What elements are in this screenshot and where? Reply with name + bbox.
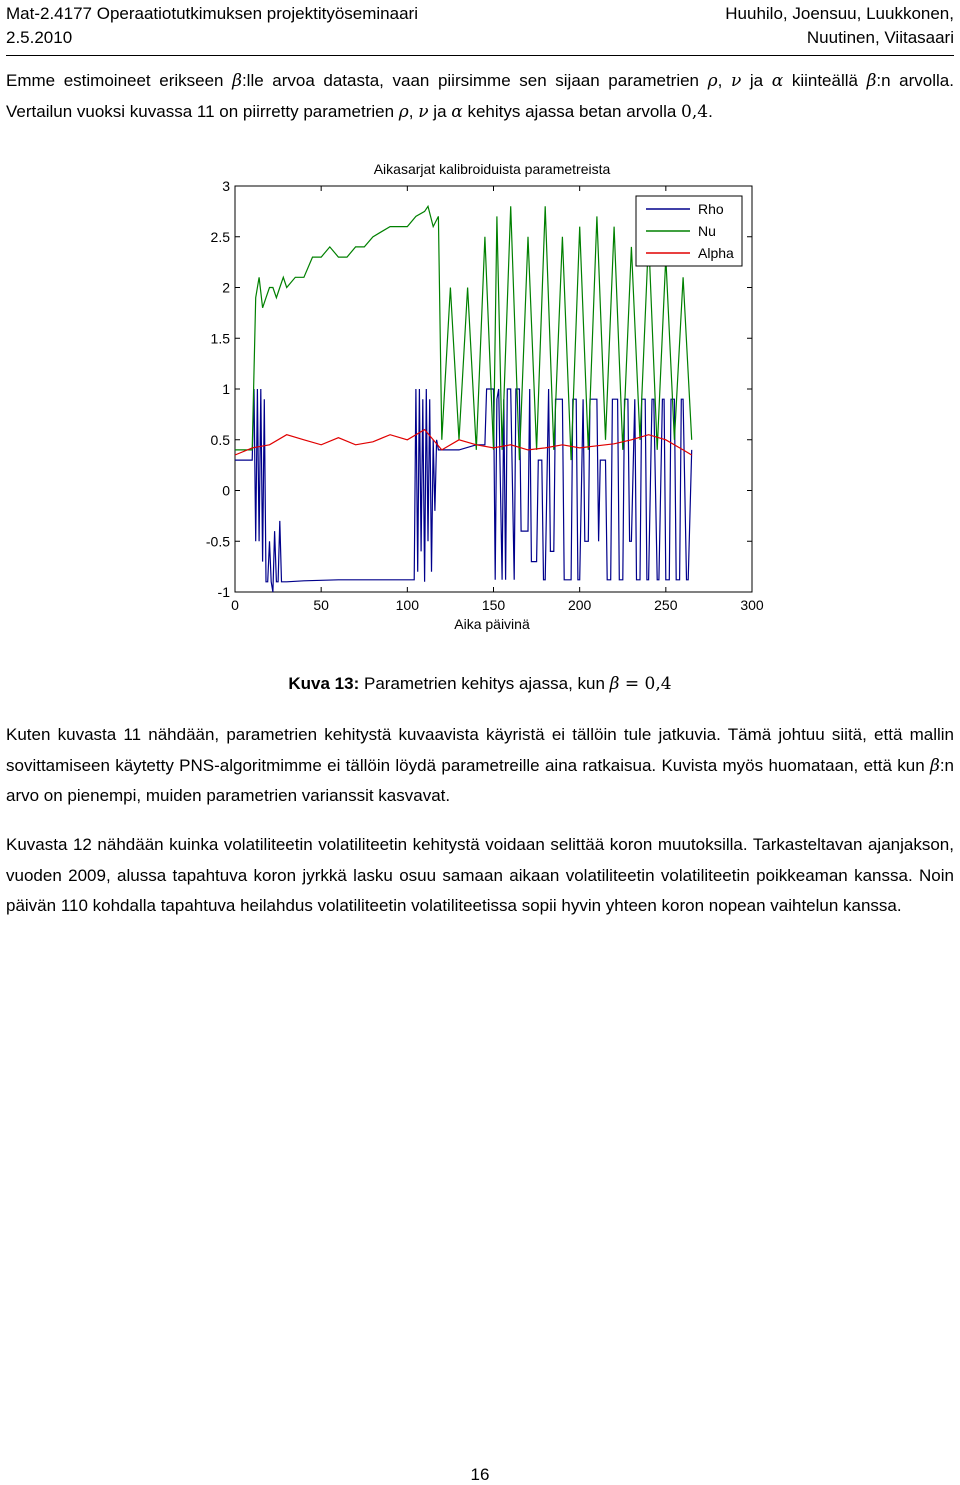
beta-symbol: β [609,674,620,694]
separator: , [408,101,419,121]
y-tick-label: 2 [222,279,230,296]
x-tick-label: 200 [567,597,592,613]
x-tick-label: 150 [481,597,506,613]
alpha-symbol: α [451,101,463,122]
beta-symbol: β [232,71,242,91]
x-axis-label: Aika päivinä [454,616,530,632]
nu-symbol: ν [418,101,429,122]
legend [636,196,742,266]
caption-equation: = 0,4 [619,674,672,694]
intro-text-5: :n arvolla. Vertailun vuoksi kuvassa 11 on piirretty parametrien [6,71,954,121]
authors-line-2: Nuutinen, Viitasaari [806,28,954,47]
y-tick-label: 2.5 [210,228,230,245]
intro-text-3: ja [741,71,772,90]
chart-title: Aikasarjat kalibroiduista parametreista [373,161,611,177]
x-tick-label: 100 [395,597,420,613]
beta-symbol: β [929,755,940,776]
paragraph-2: Kuvasta 12 nähdään kuinka volatiliteetin volatiliteetin kehitystä voidaan selittää koron muutoksilla. Tarkasteltavan ajanjakson, vuoden 2009, alussa tapahtuva koron jyrkkä lasku osuu samaan aikaan volatiliteetin volatiliteetin poikkeaman kanssa. Noin päivän 110 kohdalla tapahtuva heilahdus volatiliteetin volatiliteetissa sopii hyvin yhteen koron nopean vaihtelun kanssa. [6,835,954,915]
caption-text: Parametrien kehitys ajassa, kun [359,674,610,693]
x-tick-label: 250 [654,597,678,613]
paragraph-1-text-1: Kuten kuvasta 11 nähdään, parametrien kehitystä kuvaavista käyristä ei tällöin tule jatkuvia. Tämä johtuu siitä, että mallin sovittamiseen käytetty PNS-algoritmimme ei tällöin löydä parametreille aina ratkaisua. Kuvista myös huomataan, että kun [6,725,954,775]
x-tick-label: 300 [740,597,764,613]
header-right [725,2,954,50]
header-date: 2.5.2010 [6,28,73,47]
intro-text-4: kiinteällä [783,71,867,90]
page-number: 16 [470,1465,490,1484]
figure-parameter-timeseries [196,152,776,642]
period: . [708,101,713,121]
y-tick-label: 3 [222,178,230,194]
authors-line-1: Huuhilo, Joensuu, Luukkonen, [725,4,954,23]
paragraph-1-text-2: :n arvo on pienempi, muiden parametrien varianssit kasvavat. [6,755,954,805]
x-tick-label: 0 [231,597,239,613]
paragraph-1 [6,720,954,812]
alpha-symbol: α [771,71,784,91]
intro-text-1: Emme estimoineet erikseen [6,71,233,90]
y-tick-label: -0.5 [205,533,230,550]
intro-text-2: :lle arvoa datasta, vaan piirsimme sen sijaan parametrien [241,71,708,90]
rho-symbol: ρ [398,101,409,122]
y-tick-label: 0 [222,482,230,499]
beta-value: 0,4 [681,101,709,122]
rho-symbol: ρ [707,71,718,91]
header-left [6,2,418,50]
intro-text-3: ja [428,101,452,121]
legend-label-nu: Nu [698,223,716,239]
intro-paragraph [6,66,954,127]
legend-label-rho: Rho [698,201,724,217]
course-title: Mat-2.4177 Operaatiotutkimuksen projektityöseminaari [6,4,418,23]
y-tick-label: -1 [217,584,230,600]
caption-label: Kuva 13: [288,674,360,693]
y-tick-label: 1 [222,381,230,397]
y-tick-label: 1.5 [210,330,230,347]
line-chart [196,152,776,642]
figure-caption [0,670,960,698]
legend-label-alpha: Alpha [698,245,734,261]
nu-symbol: ν [730,71,742,91]
beta-symbol: β [866,71,877,91]
separator: , [717,71,731,90]
y-tick-label: 0.5 [210,431,230,448]
x-tick-label: 50 [313,597,329,613]
intro-text-6: kehitys ajassa betan arvolla [462,101,682,121]
header-divider [6,55,954,56]
